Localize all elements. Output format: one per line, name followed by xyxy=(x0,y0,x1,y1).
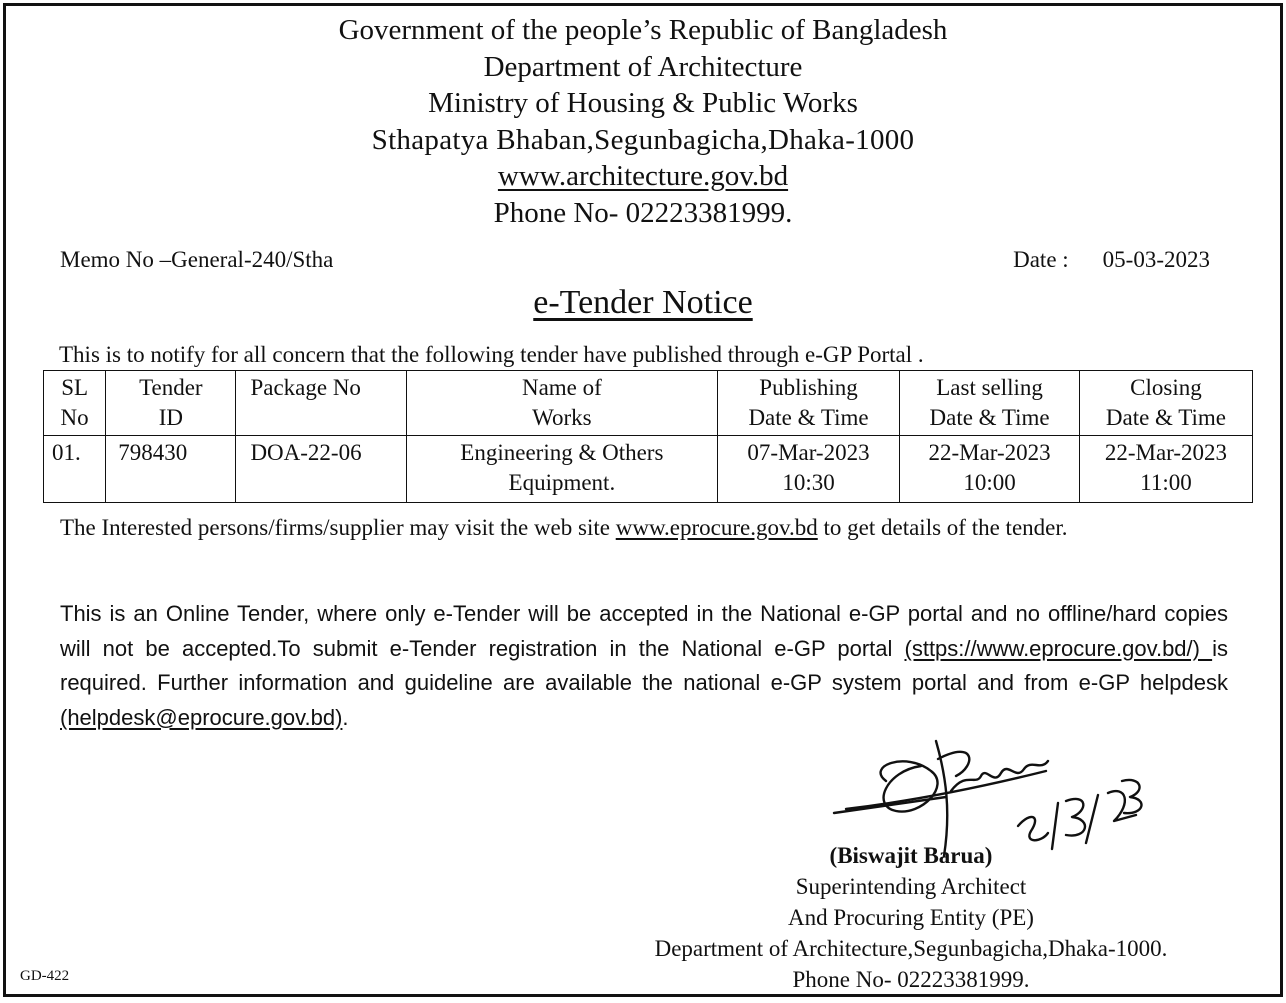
header-last-selling: Last selling Date & Time xyxy=(900,371,1080,436)
table-header-row xyxy=(44,371,1253,436)
date-label: Date : xyxy=(1013,247,1069,272)
visit-text-after: to get details of the tender. xyxy=(817,515,1068,540)
intro-text: This is to notify for all concern that the following tender have published through e-GP Portal . xyxy=(59,342,924,367)
eprocure-link[interactable]: www.eprocure.gov.bd xyxy=(615,515,818,540)
header-publishing: Publishing Date & Time xyxy=(717,371,900,436)
online-text-2: is required. Further information and guideline are available the national e-GP system portal and from e-GP helpdesk xyxy=(60,635,1228,695)
signatory-phone: Phone No- 02223381999. xyxy=(792,967,1030,992)
cell-publishing: 07-Mar-2023 10:30 xyxy=(717,436,900,503)
cell-last-selling: 22-Mar-2023 10:00 xyxy=(900,436,1080,503)
cell-name-of-works: Engineering & Others Equipment. xyxy=(407,436,718,503)
visit-paragraph xyxy=(60,511,1230,544)
signatory-block xyxy=(566,840,1256,995)
cell-sl: 01. xyxy=(44,436,106,503)
website-link[interactable]: www.architecture.gov.bd xyxy=(497,160,789,192)
header-name-of-works: Name of Works xyxy=(407,371,718,436)
notice-title: e-Tender Notice xyxy=(533,284,753,321)
signatory-designation: Superintending Architect xyxy=(795,874,1027,899)
helpdesk-email-link[interactable]: (helpdesk@eprocure.gov.bd) xyxy=(60,704,343,730)
header-tender-id: Tender ID xyxy=(106,371,236,436)
department-name: Department of Architecture xyxy=(483,50,803,83)
government-name: Government of the people’s Republic of Bangladesh xyxy=(338,14,948,46)
ministry-name: Ministry of Housing & Public Works xyxy=(428,87,858,119)
tender-notice-document xyxy=(3,3,1283,997)
cell-package-no: DOA-22-06 xyxy=(236,436,407,503)
online-text-1: This is an Online Tender, where only e-Tender will be accepted in the National e-GP portal and no offline/hard copies will not be accepted.To submit e-Tender registration in the National e-GP portal xyxy=(60,601,1228,661)
online-tender-paragraph xyxy=(60,597,1228,735)
signatory-office: Department of Architecture,Segunbagicha,Dhaka-1000. xyxy=(654,936,1168,961)
signatory-role: And Procuring Entity (PE) xyxy=(788,905,1034,930)
office-address: Sthapatya Bhaban,Segunbagicha,Dhaka-1000 xyxy=(371,123,915,156)
header-package-no: Package No xyxy=(236,371,407,436)
visit-text-before: The Interested persons/firms/supplier may visit the web site xyxy=(60,515,616,540)
cell-closing: 22-Mar-2023 11:00 xyxy=(1079,436,1252,503)
online-text-3: . xyxy=(342,704,349,730)
letterhead xyxy=(6,12,1280,231)
header-closing: Closing Date & Time xyxy=(1079,371,1252,436)
header-phone: Phone No- 02223381999. xyxy=(493,196,793,229)
memo-date xyxy=(1013,247,1210,273)
memo-number: Memo No –General-240/Stha xyxy=(60,247,334,272)
document-code: GD-422 xyxy=(20,968,70,984)
header-sl: SL No xyxy=(44,371,106,436)
cell-tender-id: 798430 xyxy=(106,436,236,503)
table-row xyxy=(44,436,1253,503)
signatory-name: (Biswajit Barua) xyxy=(829,843,993,868)
tender-table xyxy=(43,370,1253,503)
portal-link[interactable]: (sttps://www.eprocure.gov.bd/) xyxy=(904,635,1213,661)
date-value: 05-03-2023 xyxy=(1102,247,1210,272)
